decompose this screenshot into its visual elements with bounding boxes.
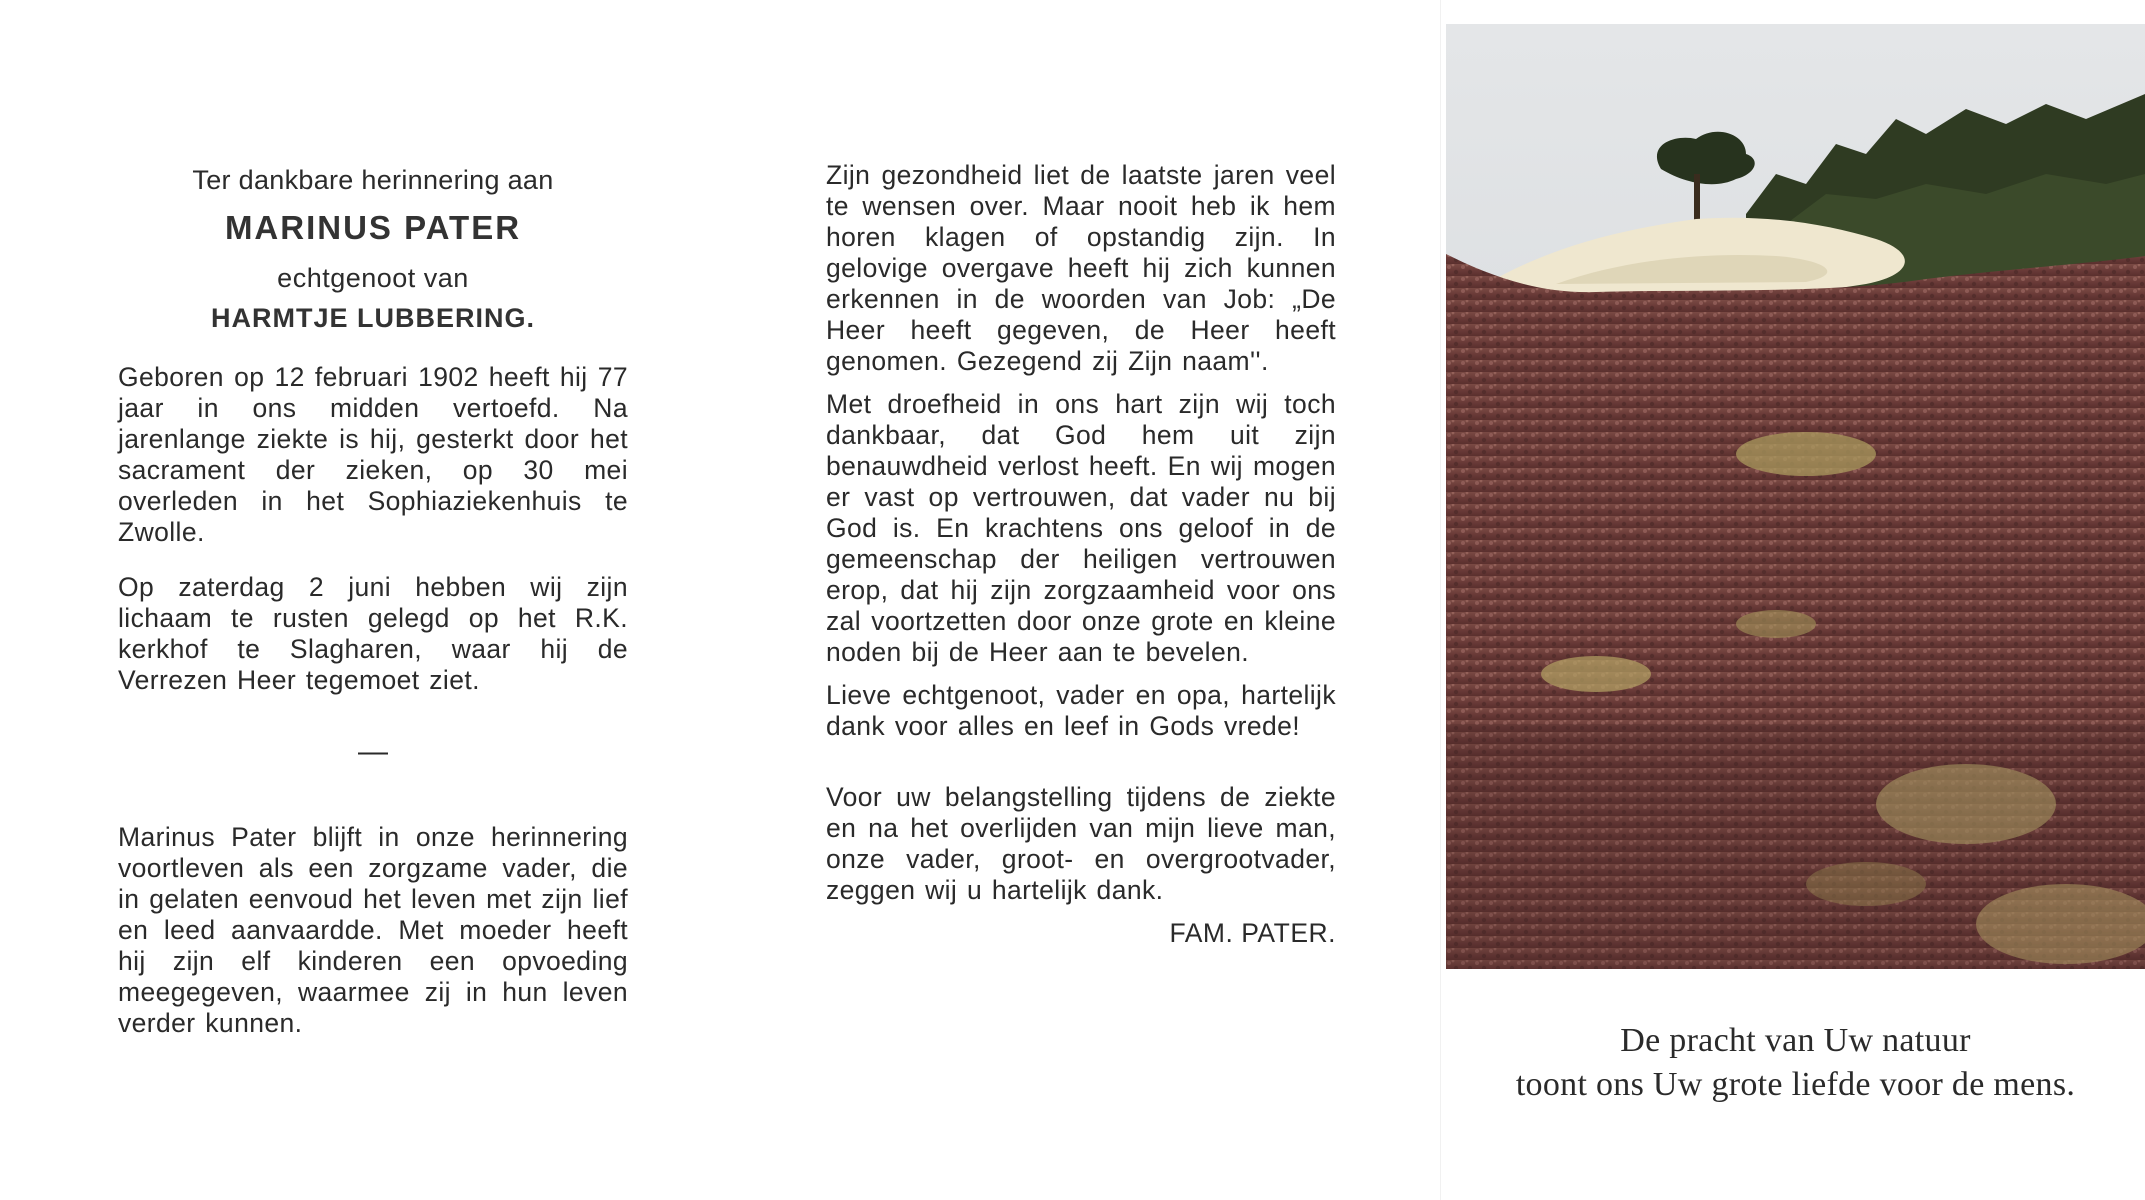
birth-death-paragraph: Geboren op 12 februari 1902 heeft hij 77 jaar in ons midden vertoefd. Na jarenlange ziekte is hij, gesterkt door het sacrament der zieken, op 30 mei overleden in het Sophiaziekenhuis te Zwolle. xyxy=(118,362,628,547)
remembrance-paragraph: Marinus Pater blijft in onze herinnering voortleven als een zorgzame vader, die in gelaten eenvoud het leven met zijn lief en leed aanvaardde. Met moeder heeft hij zijn elf kinderen een opvoeding meegegeven, waarmee zij in hun leven verder kunnen. xyxy=(118,822,628,1038)
family-signature: FAM. PATER. xyxy=(1169,918,1336,948)
thanks-paragraph: Voor uw belangstelling tijdens de ziekte en na het overlijden van mijn lieve man, onze vader, groot- en overgrootvader, zeggen wij u hartelijk dank. xyxy=(826,782,1336,905)
divider-dash: — xyxy=(358,735,388,768)
fold-line xyxy=(1440,0,1441,1200)
health-paragraph: Zijn gezondheid liet de laatste jaren veel te wensen over. Maar nooit heb ik hem horen klagen of opstandig zijn. In gelovige overgave heeft hij zich kunnen erkennen in de woorden van Job: „De Heer heeft gegeven, de Heer heeft genomen. Gezegend zij Zijn naam''. xyxy=(826,160,1336,376)
relation-line: echtgenoot van xyxy=(277,263,469,293)
deceased-name: MARINUS PATER xyxy=(224,209,522,246)
intro-line: Ter dankbare herinnering aan xyxy=(192,165,554,195)
middle-panel xyxy=(826,160,1336,950)
spouse-name: HARMTJE LUBBERING. xyxy=(210,303,535,333)
left-panel xyxy=(118,160,628,1039)
farewell-paragraph: Lieve echtgenoot, vader en opa, hartelijk dank voor alles en leef in Gods vrede! xyxy=(826,680,1336,741)
burial-paragraph: Op zaterdag 2 juni hebben wij zijn lichaam te rusten gelegd op het R.K. kerkhof te Slagharen, waar hij de Verrezen Heer tegemoet ziet. xyxy=(118,572,628,695)
caption xyxy=(1446,1019,2145,1107)
right-panel xyxy=(1446,24,2145,1174)
gratitude-paragraph: Met droefheid in ons hart zijn wij toch dankbaar, dat God hem uit zijn benauwdheid verlost heeft. En wij mogen er vast op vertrouwen, dat vader nu bij God is. En krachtens ons geloof in de gemeenschap der heiligen vertrouwen erop, dat hij zijn zorgzaamheid voor ons zal voortzetten door onze grote en kleine noden bij de Heer aan te bevelen. xyxy=(826,389,1336,667)
caption-line-2: toont ons Uw grote liefde voor de mens. xyxy=(1515,1066,2076,1103)
heathland-photo xyxy=(1446,24,2145,969)
caption-line-1: De pracht van Uw natuur xyxy=(1620,1022,1971,1059)
